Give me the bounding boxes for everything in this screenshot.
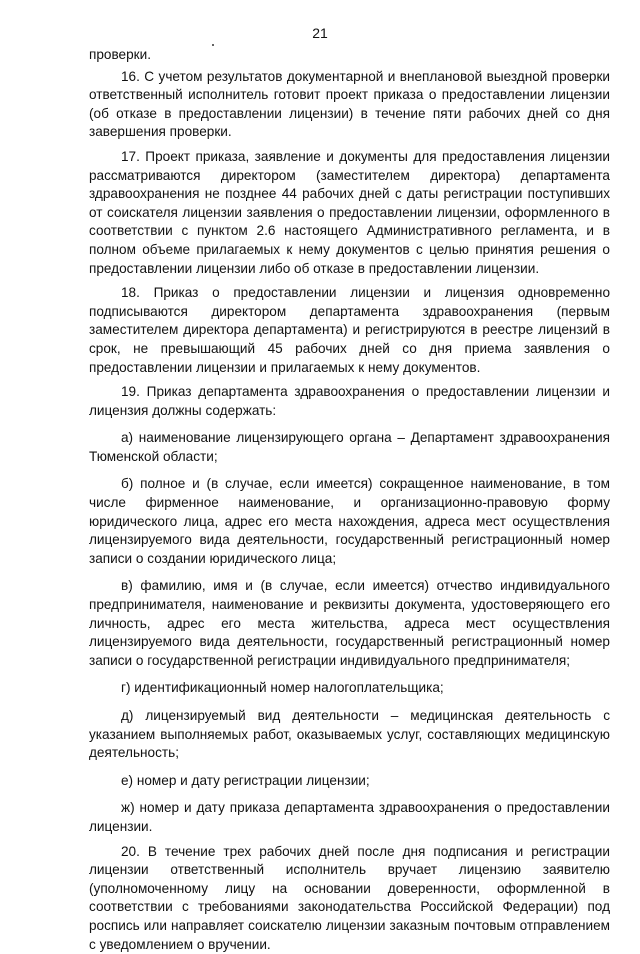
paragraph-continuation: проверки.	[89, 47, 151, 62]
paragraph-16: 16. С учетом результатов документарной и внеплановой выездной проверки ответственный исполнитель готовит проект приказа о предоставлении лицензии (об отказе в предоставлении лицензии) в течение пяти рабочих дней со дня завершения проверки.	[89, 68, 610, 140]
paragraph-19-a: а) наименование лицензирующего органа – Департамент здравоохранения Тюменской области;	[89, 430, 610, 464]
paragraph-19-g: г) идентификационный номер налогоплательщика;	[121, 680, 444, 696]
document-body	[89, 46, 610, 954]
paragraph-20: 20. В течение трех рабочих дней после дня подписания и регистрации лицензии ответственный исполнитель вручает лицензию заявителю (уполномоченному лицу на основании доверенности, оформленной в соответствии с требованиями законодательства Российской Федерации) под роспись или направляет соискателю лицензии заказным почтовым отправлением с уведомлением о вручении.	[89, 843, 610, 952]
paragraph-19-b: б) полное и (в случае, если имеется) сокращенное наименование, в том числе фирменное наименование, и организационно-правовую форму юридического лица, адрес его места нахождения, адреса мест осуществления лицензируемого вида деятельности, государственный регистрационный номер записи о создании юридического лица;	[89, 476, 610, 566]
paragraph-19-v: в) фамилию, имя и (в случае, если имеется) отчество индивидуального предпринимателя, наименование и реквизиты документа, удостоверяющего его личность, адрес его места жительства, адреса мест осуществления лицензируемого вида деятельности, государственный регистрационный номер записи о государственной регистрации индивидуального предпринимателя;	[89, 578, 610, 668]
paragraph-17: 17. Проект приказа, заявление и документы для предоставления лицензии рассматриваются директором (заместителем директора) департамента здравоохранения не позднее 44 рабочих дней с даты регистрации поступивших от соискателя лицензии заявления о предоставлении лицензии, оформленного в соответствии с пунктом 2.6 настоящего Административного регламента, и в полном объеме прилагаемых к нему документов с целью принятия решения о предоставлении лицензии либо об отказе в предоставлении лицензии.	[89, 148, 610, 276]
paragraph-18: 18. Приказ о предоставлении лицензии и лицензия одновременно подписываются директором департамента здравоохранения (первым заместителем директора департамента) и регистрируются в реестре лицензий в срок, не превышающий 45 рабочих дней со дня приема заявления о предоставлении лицензии и прилагаемых к нему документов.	[89, 285, 610, 375]
paragraph-19: 19. Приказ департамента здравоохранения о предоставлении лицензии и лицензия должны содержать:	[89, 384, 610, 418]
paragraph-19-zh: ж) номер и дату приказа департамента здравоохранения о предоставлении лицензии.	[89, 800, 610, 834]
paragraph-19-e: е) номер и дату регистрации лицензии;	[121, 772, 370, 788]
paragraph-19-d: д) лицензируемый вид деятельности – медицинская деятельность с указанием выполняемых работ, оказываемых услуг, составляющих медицинскую деятельность;	[89, 708, 610, 761]
page-number: 21	[312, 25, 328, 41]
